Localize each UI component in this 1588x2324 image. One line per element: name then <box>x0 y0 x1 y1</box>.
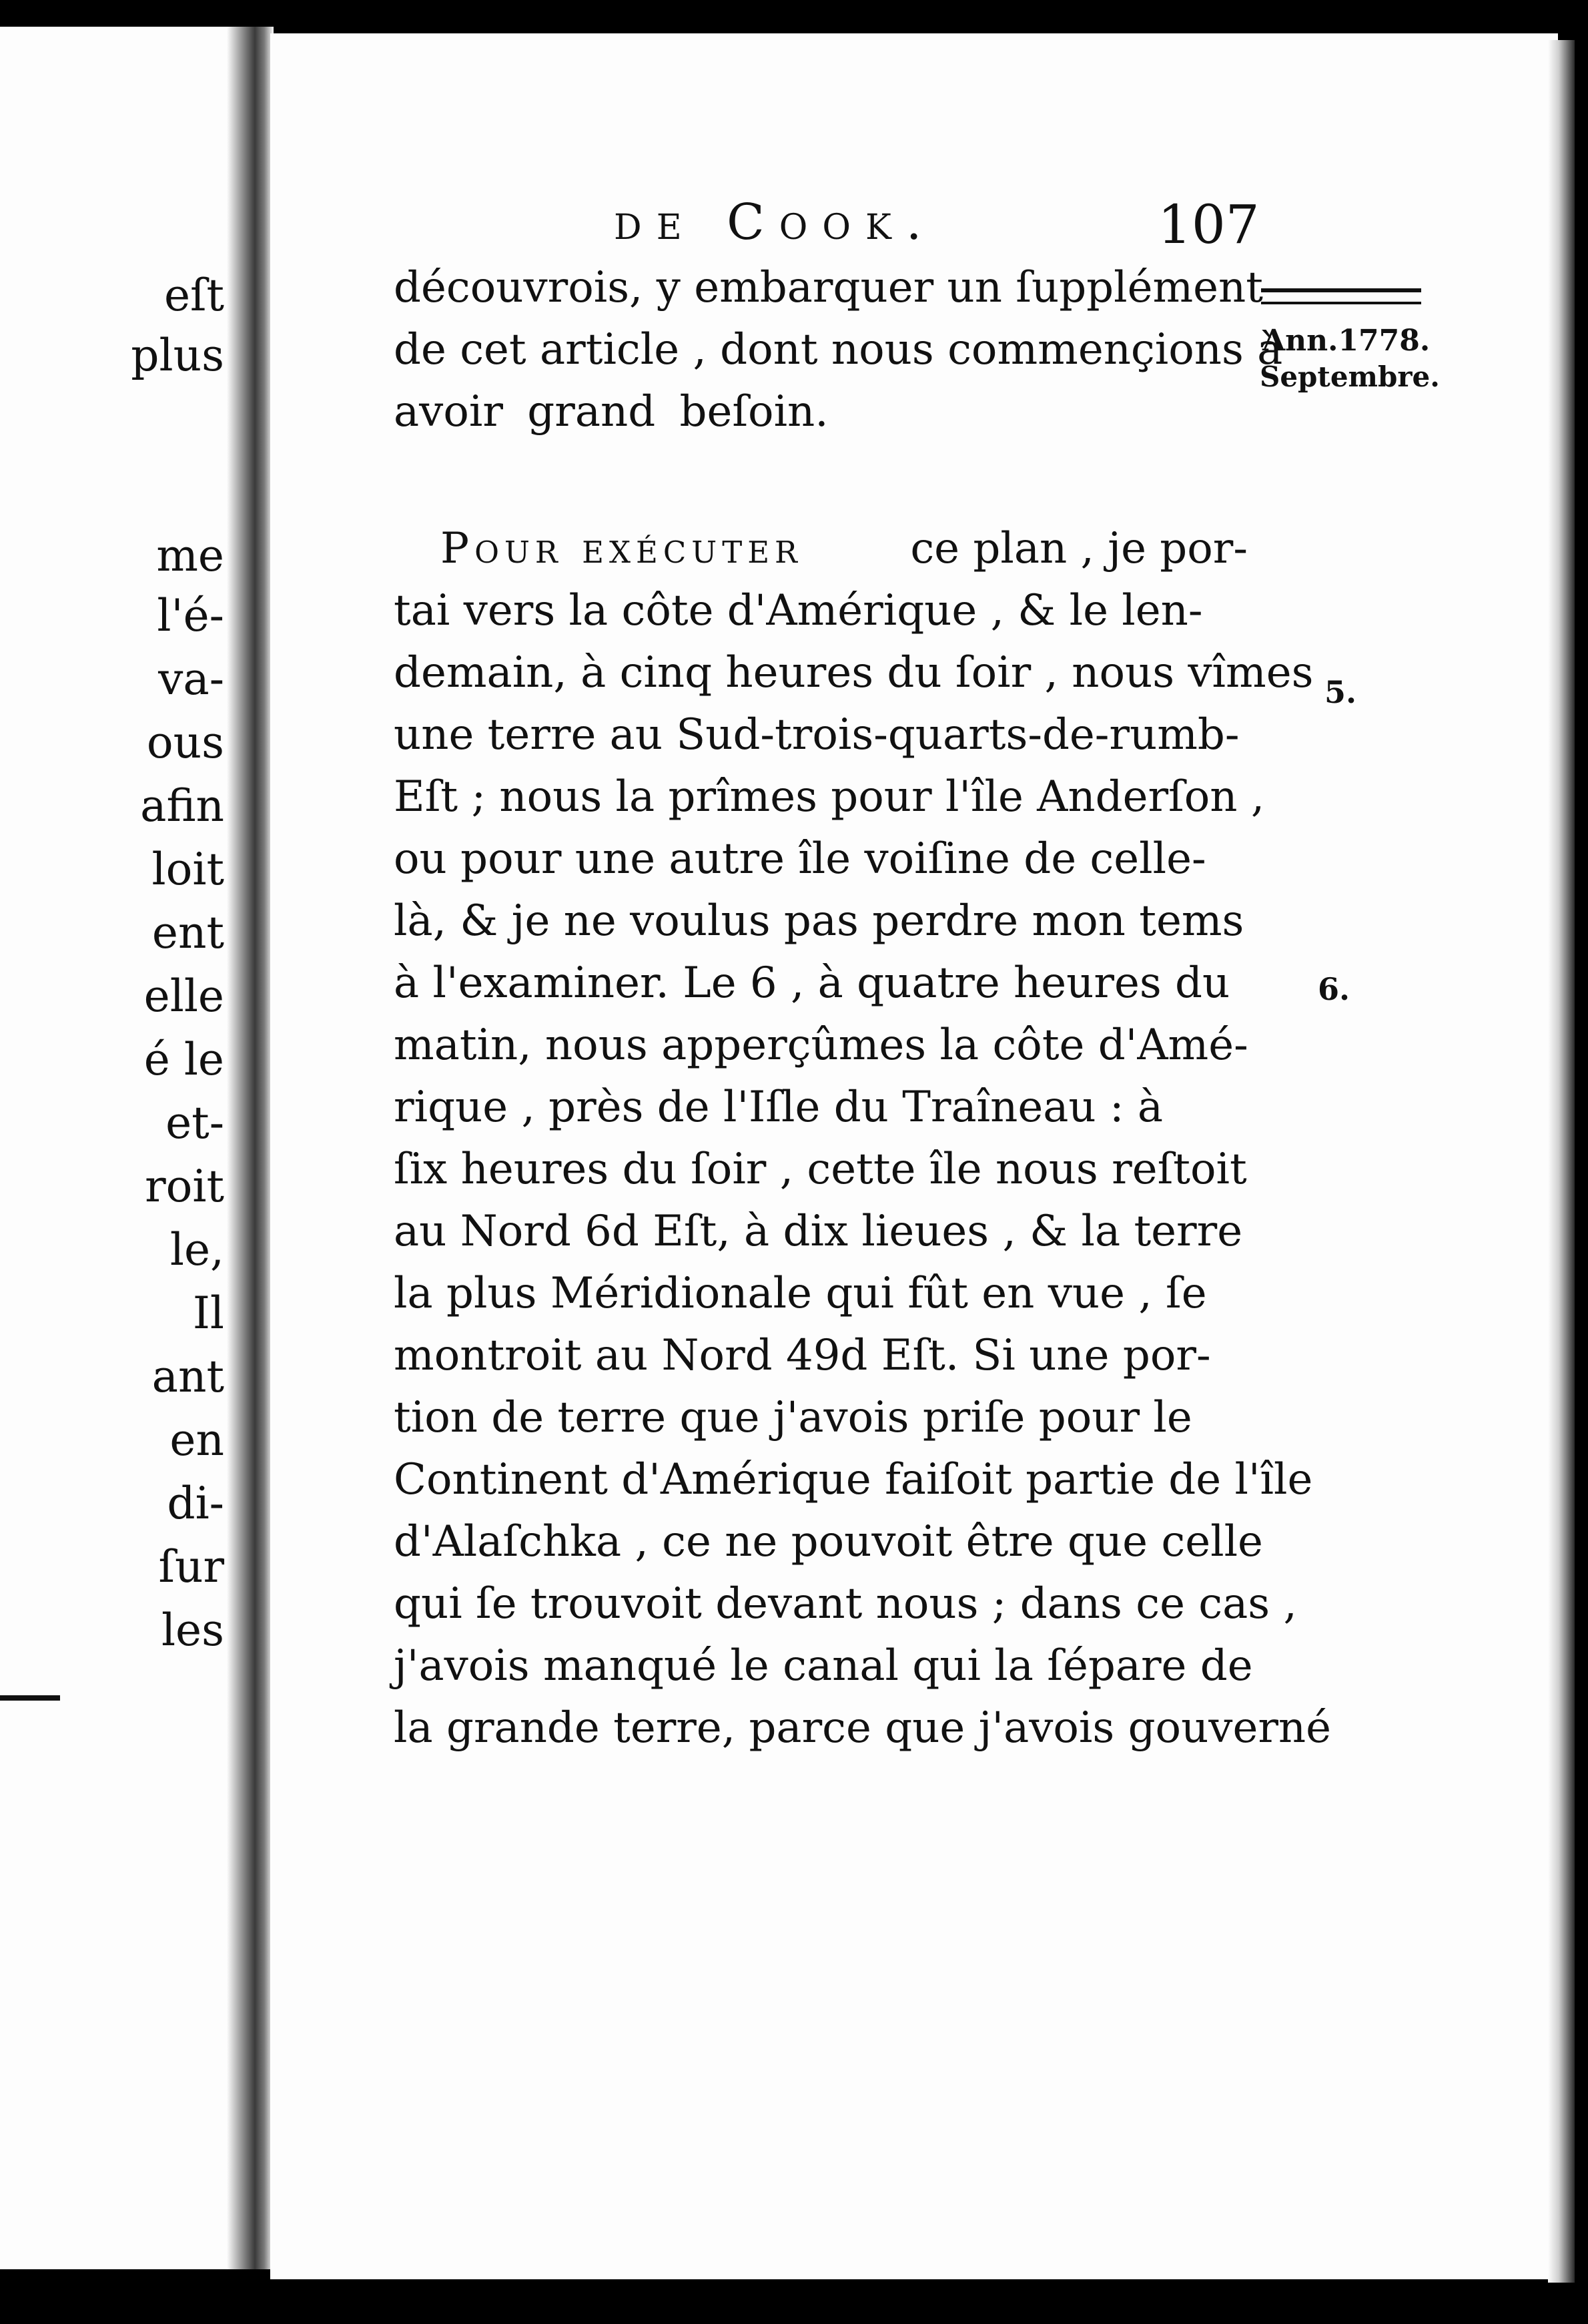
paragraph-gap <box>394 443 1248 518</box>
left-page-fragment: le, <box>169 1224 224 1275</box>
left-page-fragment: l'é- <box>157 590 224 641</box>
left-facing-page <box>0 27 240 2269</box>
margin-year-note: Ann.1778. <box>1262 324 1431 358</box>
text-line: la plus Méridionale qui fût en vue , ſe <box>394 1269 1207 1318</box>
text-line: là, & je ne voulus pas perdre mon tems <box>394 896 1244 946</box>
margin-double-rule <box>1261 288 1421 304</box>
text-line: avoir grand beſoin. <box>394 387 829 437</box>
text-line: ou pour une autre île voiſine de celle- <box>394 834 1206 884</box>
margin-month-note: Septembre. <box>1260 360 1440 393</box>
text-line <box>394 518 1248 580</box>
text-line: Continent d'Amérique faiſoit partie de l'île <box>394 1455 1313 1504</box>
running-head: de Cook. <box>614 194 937 251</box>
left-page-fragment: en <box>169 1414 224 1466</box>
left-page-fragment: me <box>156 530 224 581</box>
page-edge <box>1548 40 1575 2283</box>
text-line: tion de terre que j'avois priſe pour le <box>394 1393 1192 1442</box>
text-line-rest: ce plan , je por- <box>910 524 1248 573</box>
text-line: Eſt ; nous la prîmes pour l'île Anderſon , <box>394 772 1265 822</box>
text-line: à l'examiner. Le 6 , à quatre heures du <box>394 958 1230 1008</box>
text-line: la grande terre, parce que j'avois gouverné <box>394 1703 1331 1753</box>
left-page-fragment: di- <box>167 1478 224 1529</box>
left-page-fragment: eſt <box>163 270 224 321</box>
left-page-fragment: et- <box>165 1097 224 1149</box>
paragraph-opening-small-caps: Pour exécuter <box>440 524 803 573</box>
left-page-fragment: ſur <box>158 1541 224 1592</box>
left-page-fragment: ant <box>151 1351 224 1402</box>
text-line: ſix heures du ſoir , cette île nous reſtoit <box>394 1145 1247 1194</box>
left-page-fragment: é le <box>143 1034 224 1085</box>
text-line: une terre au Sud-trois-quarts-de-rumb- <box>394 710 1240 760</box>
margin-date-note: 6. <box>1318 971 1350 1007</box>
text-line: d'Alaſchka , ce ne pouvoit être que celle <box>394 1517 1263 1566</box>
text-line: découvrois, y embarquer un ſupplément <box>394 263 1263 312</box>
text-line: matin, nous apperçûmes la côte d'Amé- <box>394 1021 1248 1070</box>
text-line: de cet article , dont nous commençions à <box>394 325 1283 374</box>
body-text <box>394 257 1331 1759</box>
left-page-fragment: plus <box>131 330 224 381</box>
left-page-fragment: Il <box>192 1287 224 1339</box>
text-line: rique , près de l'Iſle du Traîneau : à <box>394 1083 1163 1132</box>
left-page-fragment: afin <box>140 780 224 832</box>
left-page-fragment: loit <box>151 844 224 895</box>
text-line: montroit au Nord 49d Eſt. Si une por- <box>394 1331 1211 1380</box>
left-page-fragment: roit <box>145 1161 224 1212</box>
text-line: tai vers la côte d'Amérique , & le len- <box>394 586 1203 635</box>
margin-date-note: 5. <box>1324 674 1357 710</box>
text-line: j'avois manqué le canal qui la ſépare de <box>394 1641 1253 1691</box>
text-line: demain, à cinq heures du ſoir , nous vîmes <box>394 648 1314 697</box>
left-page-fragment: elle <box>143 970 224 1022</box>
left-page-fragment: ent <box>151 907 224 958</box>
page-number: 107 <box>1158 194 1260 256</box>
left-page-rule <box>0 1695 60 1701</box>
text-line: au Nord 6d Eſt, à dix lieues , & la terre <box>394 1207 1243 1256</box>
left-page-fragment: ous <box>146 717 224 768</box>
book-gutter <box>227 27 274 2269</box>
left-page-fragment: va- <box>158 653 224 705</box>
left-page-fragment: les <box>161 1605 224 1656</box>
text-line: qui ſe trouvoit devant nous ; dans ce cas , <box>394 1579 1297 1629</box>
